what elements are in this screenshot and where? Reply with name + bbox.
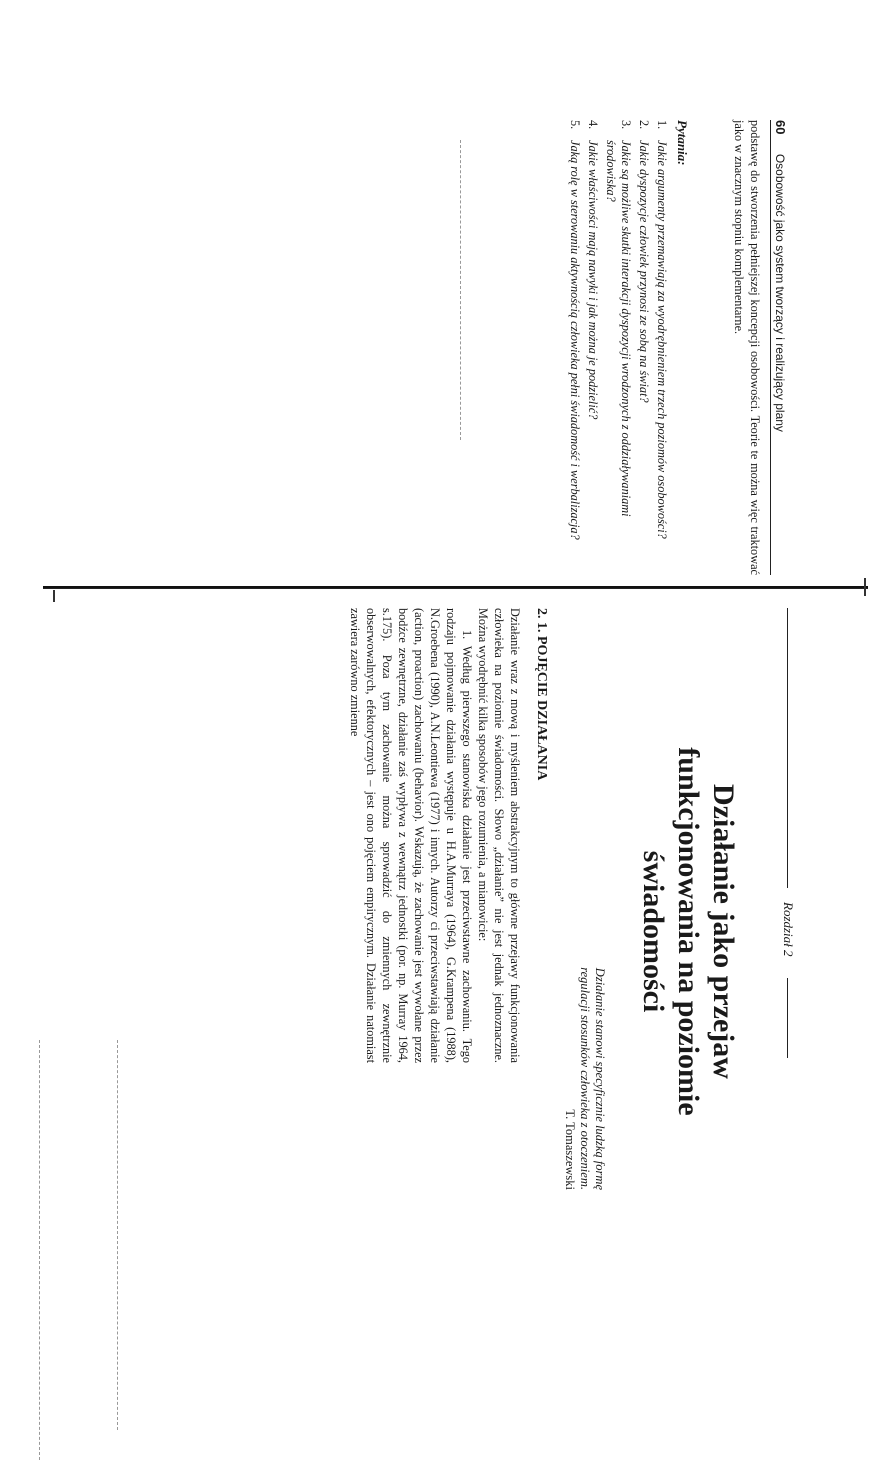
question-text: Jakie dyspozycje człowiek przynosi ze sobą na świat? xyxy=(637,140,651,403)
section-heading: 2. 1. POJĘCIE DZIAŁANIA xyxy=(534,608,549,781)
chapter-rule-right xyxy=(787,978,788,1058)
epigraph-line: Działanie stanowi specyficznie ludzką formę xyxy=(593,967,607,1190)
question-text: Jakie argumenty przemawiają za wyodrębnieniem trzech poziomów osobowości? xyxy=(655,140,669,539)
question-text: Jakie właściwości mają nawyki i jak można je podzielić? xyxy=(586,140,600,420)
chapter-title-line: świadomości xyxy=(637,850,670,1013)
question-text: Jakie są możliwe skutki interakcji dyspozycji wrodzonych z oddziaływaniami środowiska? xyxy=(604,140,633,517)
question-item xyxy=(567,120,582,575)
question-number: 4. xyxy=(586,120,600,130)
question-number: 5. xyxy=(568,120,582,130)
right-page xyxy=(0,600,893,1263)
epigraph-author: T. Tomaszewski xyxy=(563,1109,577,1190)
chapter-label: Rozdział 2 xyxy=(781,902,796,957)
chapter-rule-left xyxy=(787,608,788,888)
question-number: 3. xyxy=(619,120,633,130)
chapter-title-line: funkcjonowania na poziomie xyxy=(672,747,705,1116)
questions-list xyxy=(564,120,669,575)
question-item xyxy=(654,120,669,575)
body-paragraph: 1. Według pierwszego stanowiska działanie jest przeciwstawne zachowaniu. Tego rodzaju pojmowanie działania występuje u H.A.Murraya (1964), G.Krampena (1988), N.Groebena (1990), A.N.Leontiewa (1977) i innych. Autorzy ci przeciwstawiają działanie (action, proaction) zachowaniu (behavior). Wskazują, że zachowanie jest wywołane przez bodźce zewnętrzne, działanie zaś wypływa z wewnątrz jednostki (por. np. Murray 1964, s.175). Poza tym zachowanie można sprowadzić do zmiennych zewnętrznie obserwowalnych, efektorycznych – jest ono pojęciem empirycznym. Działanie natomiast zawiera zarówno zmienne xyxy=(348,608,474,1063)
running-head xyxy=(770,120,788,575)
page-number: 60 xyxy=(773,120,788,135)
left-page xyxy=(0,0,893,600)
epigraph-line: regulacji stosunków człowieka z otoczeniem. xyxy=(578,967,592,1190)
question-number: 2. xyxy=(637,120,651,130)
questions-heading: Pytania: xyxy=(675,120,690,166)
chapter-title xyxy=(636,600,741,1263)
question-number: 1. xyxy=(655,120,669,130)
question-item xyxy=(585,120,600,575)
question-item xyxy=(603,120,633,575)
question-text: Jaką rolę w sterowaniu aktywnością człowieka pełni świadomość i werbalizacja? xyxy=(568,140,582,540)
epigraph xyxy=(562,730,607,1190)
running-head-title: Osobowość jako system tworzący i realizujący plany xyxy=(773,153,787,432)
body-paragraph: Działanie wraz z mową i myśleniem abstrakcyjnym to główne przejawy funkcjonowania człowieka na poziomie świadomości. Słowo „działanie” nie jest jednak jednoznaczne. Można wyodrębnić kilka sposobów jego rozumienia, a mianowicie: xyxy=(476,608,522,1063)
chapter-title-line: Działanie jako przejaw xyxy=(707,784,740,1079)
question-item xyxy=(636,120,651,575)
section-body xyxy=(347,608,523,1063)
closing-paragraph: podstawę do stworzenia pełniejszej koncepcji osobowości. Teorie te można więc traktować jako w znacznym stopniu komplementarne. xyxy=(732,120,762,575)
